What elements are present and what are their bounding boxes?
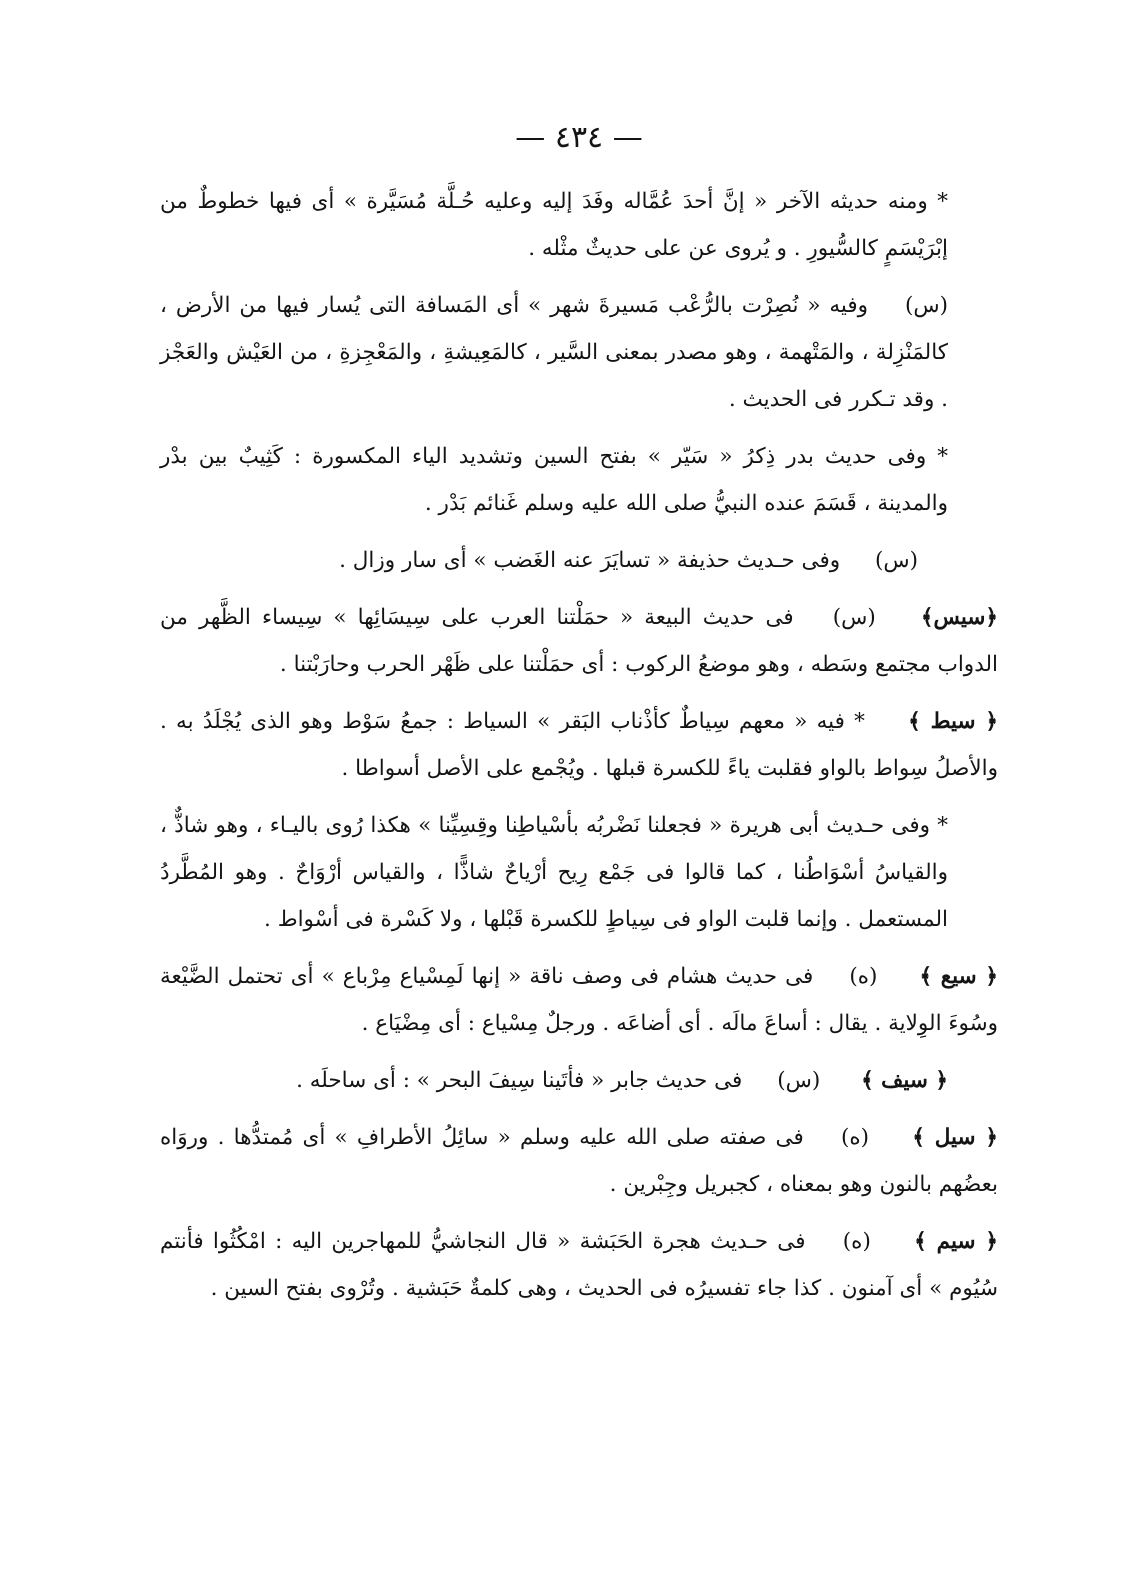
entry-sit [160,698,998,792]
source-mark: (س) [904,293,948,318]
entry-headword: ﴿ سيل ﴾ [912,1125,998,1150]
entry-tasayar [160,537,998,584]
entry-headword: ﴿ سيط ﴾ [908,709,999,734]
entry-abi-hurayrah [160,802,998,943]
entry-headword: ﴿ سيم ﴾ [914,1229,998,1254]
entry-text: فى حـديث هجرة الحَبَشة « قال النجاشيُّ للمهاجرين اليه : امْكُثُوا فأنتم سُيُوم » أى آمنون . كذا جاء تفسيرُه فى الحديث ، وهى كلمةٌ حَبَشية . وتُرْوى بفتح السين . [160,1229,998,1301]
entry-headword: ﴿ سيع ﴾ [919,964,998,989]
entry-text: فى صفته صلى الله عليه وسلم « سائِلُ الأطرافِ » أى مُمتدُّها . وروَاه بعضُهم بالنون وهو بمعناه ، كجبريل وجِبْرين . [160,1125,998,1197]
entry-hadith-muthayyarah [160,178,998,272]
document-page [160,118,998,1322]
entry-text: فى حديث البيعة « حمَلْتنا العرب على سِيسَائِها » سِيساء الظَّهر من الدواب مجتمع وسَطه ، وهو موضعُ الركوب : أى حمَلْتنا على ظَهْر الحرب وحارَبْتنا . [160,605,998,677]
entry-headword: ﴿سيس﴾ [920,605,998,630]
source-mark: (ه) [840,1125,870,1150]
entry-text: فى حديث هشام فى وصف ناقة « إنها لَمِسْياع مِرْباع » أى تحتمل الضَّيْعة وسُوءَ الوِلاية . يقال : أساعَ مالَه . أى أضاعَه . ورجلٌ مِسْياع : أى مِضْيَاع . [160,964,998,1036]
entry-text: وفيه « نُصِرْت بالرُّعْب مَسيرةَ شهر » أى المَسافة التى يُسار فيها من الأرض ، كالمَنْزِلة ، والمَتْهمة ، وهو مصدر بمعنى السَّير ، كالمَعِيشةِ ، والمَعْجِزةِ ، من العَيْش والعَجْز . وقد تـكرر فى الحديث . [160,293,948,412]
entry-text: * وفى حديث بدر ذِكرُ « سَيّر » بفتح السين وتشديد الياء المكسورة : كَثِيبٌ بين بدْر والمدينة ، قَسَمَ عنده النبيُّ صلى الله عليه وسلم غَنائم بَدْر . [160,444,948,516]
entry-sil [160,1114,998,1208]
source-mark: (ه) [849,964,878,989]
entry-maseerah [160,282,998,423]
source-mark: (س) [832,605,876,630]
source-mark: (ه) [842,1229,871,1254]
entry-sim [160,1218,998,1312]
entry-sayyir [160,433,998,527]
page-number: — ٤٣٤ — [515,120,643,155]
entry-text: * وفى حـديث أبى هريرة « فجعلنا نَضْربُه بأسْياطِنا وقِسِيِّنا » هكذا رُوى باليـاء ، وهو شاذٌّ ، والقياسُ أسْوَاطُنا ، كما قالوا فى جَمْع رِيح أرْياحٌ شاذًّا ، والقياس أرْوَاحٌ . وهو المُطَّردُ المستعمل . وإنما قلبت الواو فى سِياطٍ للكسرة قَبْلها ، ولا كَسْرة فى أسْواط . [160,813,948,932]
entry-headword: ﴿ سيف ﴾ [861,1068,948,1093]
entry-text: * ومنه حديثه الآخر « إنَّ أحدَ عُمَّاله وفَدَ إليه وعليه حُـلَّة مُسَيَّرة » أى فيها خطوطٌ من إبْرَيْسَمٍ كالسُّيورِ . و يُروى عن على حديثٌ مثْله . [160,189,948,261]
entry-text: وفى حـديث حذيفة « تسايَرَ عنه الغَضب » أى سار وزال . [339,548,841,573]
entry-text: فى حديث جابر « فأتَينا سِيفَ البحر » : أى ساحلَه . [296,1068,743,1093]
entry-sif [160,1057,998,1104]
source-mark: (س) [777,1068,821,1093]
entry-si [160,953,998,1047]
entry-sis [160,594,998,688]
source-mark: (س) [874,548,918,573]
entry-text: * فيه « معهم سِياطٌ كأذْناب البَقر » السياط : جمعُ سَوْط وهو الذى يُجْلَدُ به . والأصلُ سِواط بالواو فقلبت ياءً للكسرة قبلها . ويُجْمع على الأصل أسواطا . [160,709,998,781]
